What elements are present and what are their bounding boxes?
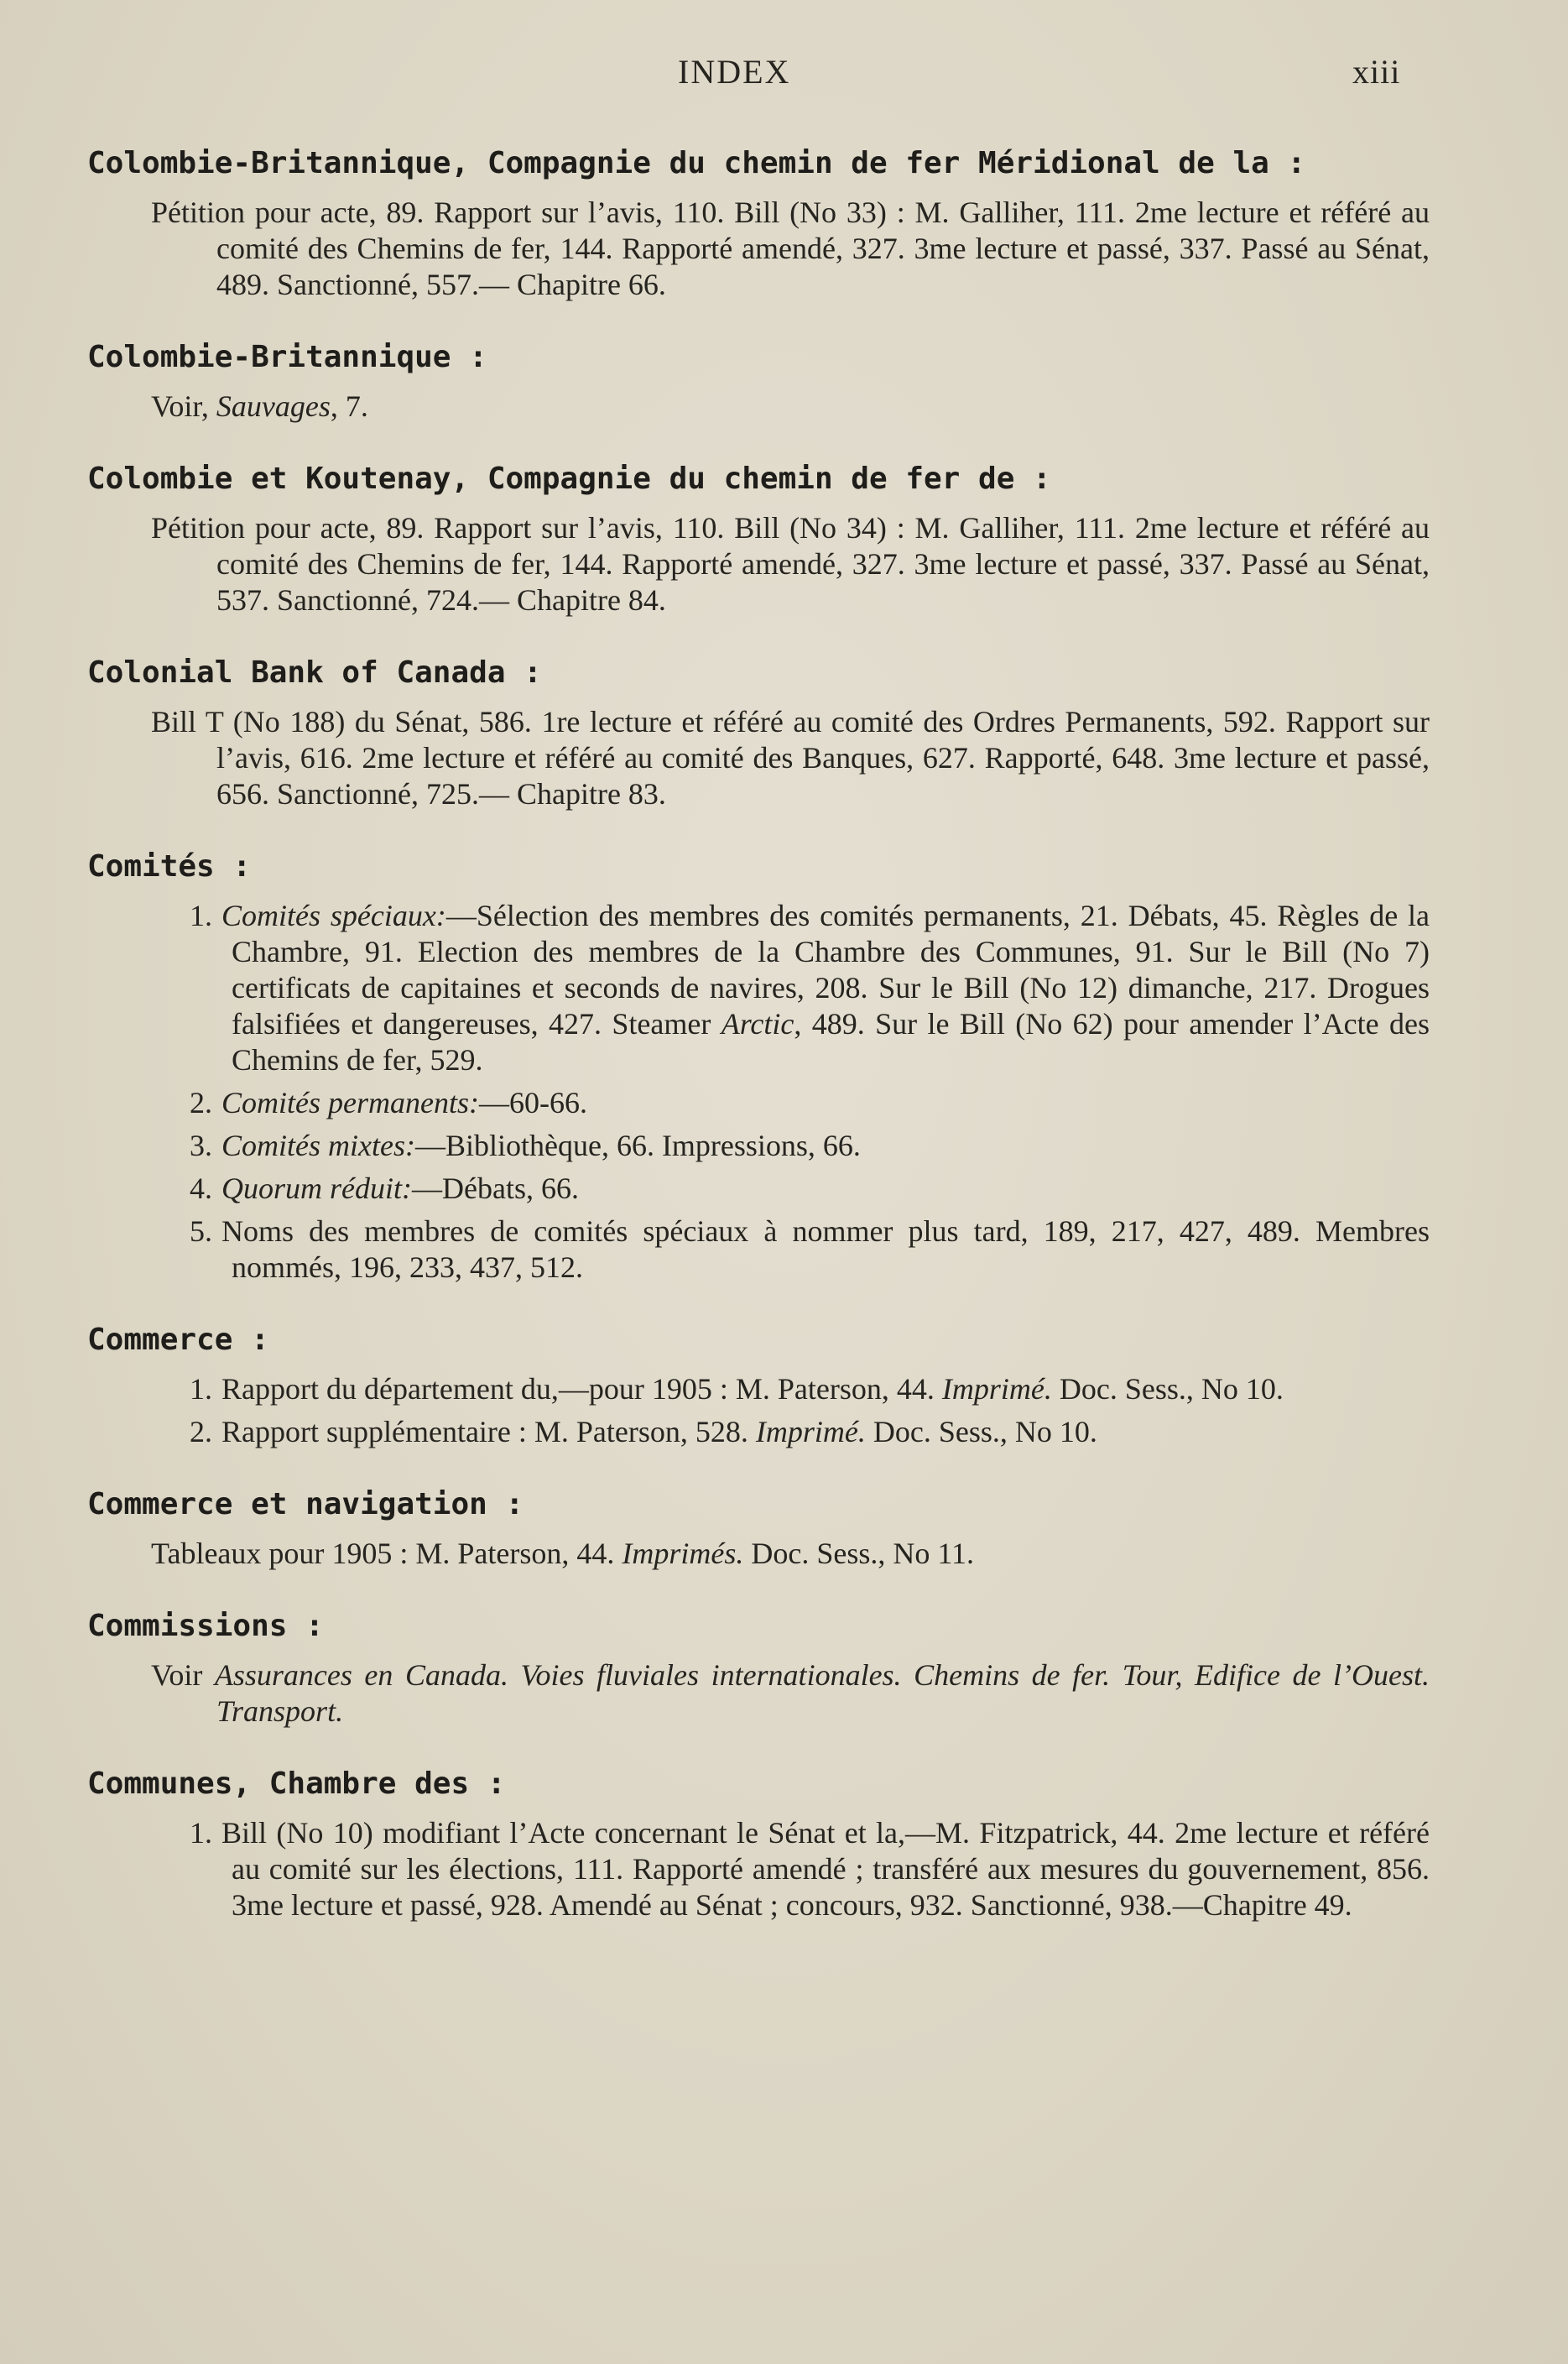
index-entry: [87, 460, 1430, 618]
entry-text-italic: Sauvages: [216, 389, 331, 423]
entry-text-part: Doc. Sess., No 11.: [743, 1537, 975, 1570]
entry-text-part: Voir,: [151, 389, 216, 423]
entry-text: Pétition pour acte, 89. Rapport sur l’avis, 110. Bill (No 33) : M. Galliher, 111. 2me lecture et référé au comité des Chemins de fer, 144. Rapporté amendé, 327. 3me lecture et passé, 337. Passé au Sénat, 489. Sanctionné, 557.— Chapitre 66.: [151, 196, 1430, 301]
entry-heading: Commissions :: [87, 1609, 324, 1643]
item-italic: Comités permanents:: [221, 1086, 479, 1119]
item-number: 1.: [190, 899, 212, 932]
entry-text: [87, 1657, 1430, 1730]
entry-heading: Commerce :: [87, 1323, 269, 1357]
entry-heading: Commerce et navigation :: [87, 1487, 524, 1521]
item-number: 2.: [190, 1086, 212, 1119]
entry-text: [87, 1536, 1430, 1572]
item-italic: Comités mixtes:: [221, 1129, 415, 1162]
entry-item: [87, 1213, 1430, 1286]
entry-text: Pétition pour acte, 89. Rapport sur l’avis, 110. Bill (No 34) : M. Galliher, 111. 2me lecture et référé au comité des Chemins de fer, 144. Rapporté amendé, 327. 3me lecture et passé, 337. Passé au Sénat, 537. Sanctionné, 724.— Chapitre 84.: [151, 511, 1430, 617]
item-text: Doc. Sess., No 10.: [1051, 1372, 1284, 1406]
index-entry: [87, 848, 1430, 1286]
page-header: [0, 52, 1568, 102]
item-italic: Quorum réduit:: [221, 1172, 412, 1205]
entry-heading: Colombie-Britannique :: [87, 340, 487, 374]
item-text: Rapport supplémentaire : M. Paterson, 528.: [221, 1415, 756, 1448]
item-text: —Bibliothèque, 66. Impressions, 66.: [414, 1129, 861, 1162]
entry-text-part: Voir: [151, 1658, 215, 1692]
item-number: 4.: [190, 1172, 212, 1205]
entry-heading: Colonial Bank of Canada :: [87, 655, 542, 690]
entry-item: [87, 1815, 1430, 1923]
entry-item: [87, 1085, 1430, 1121]
item-text: Noms des membres de comités spéciaux à nommer plus tard, 189, 217, 427, 489. Membres nommés, 196, 233, 437, 512.: [221, 1214, 1430, 1284]
item-text: Rapport du département du,—pour 1905 : M. Paterson, 44.: [221, 1372, 942, 1406]
index-entry: [87, 1765, 1430, 1923]
entry-heading: Colombie et Koutenay, Compagnie du chemin de fer de :: [87, 462, 1051, 496]
index-entry: [87, 1321, 1430, 1450]
item-italic: Imprimé.: [941, 1372, 1052, 1406]
item-text: —60-66.: [478, 1086, 587, 1119]
index-entry: [87, 1607, 1430, 1730]
index-entry: [87, 654, 1430, 812]
index-entry: [87, 1485, 1430, 1572]
entry-heading: Comités :: [87, 849, 252, 884]
index-entry: [87, 144, 1430, 303]
item-text: —Sélection des membres des comités permanents, 21. Débats, 45. Règles de la Chambre, 91. Election des membres de la Chambre des Communes, 91. Sur le Bill (No 7) certificats de capitaines et seconds de navires, 208. Sur le Bill (No 12) dimanche, 217. Drogues falsifiées et dangereuses, 427. Steamer: [232, 899, 1430, 1041]
item-text: Bill (No 10) modifiant l’Acte concernant le Sénat et la,—M. Fitzpatrick, 44. 2me lecture et référé au comité sur les élections, 111. Rapporté amendé ; transféré aux mesures du gouvernement, 856. 3me lecture et passé, 928. Amendé au Sénat ; concours, 932. Sanctionné, 938.—Chapitre 49.: [221, 1816, 1430, 1922]
item-number: 2.: [190, 1415, 212, 1448]
item-italic: Comités spéciaux:: [221, 899, 446, 932]
entry-text-italic: Imprimés.: [622, 1537, 744, 1570]
page-title: INDEX: [678, 53, 791, 91]
entry-text-part: Tableaux pour 1905 : M. Paterson, 44.: [151, 1537, 623, 1570]
item-number: 1.: [190, 1372, 212, 1406]
entry-item: [87, 1171, 1430, 1207]
item-number: 3.: [190, 1129, 212, 1162]
item-text: , 489. Sur le Bill (No 62) pour amender l’Acte des Chemins de fer, 529.: [232, 1007, 1430, 1077]
entry-text: [87, 389, 1430, 425]
item-text: —Débats, 66.: [412, 1172, 579, 1205]
entry-text-part: , 7.: [330, 389, 368, 423]
item-number: 1.: [190, 1816, 212, 1850]
entry-item: [87, 1371, 1430, 1407]
item-number: 5.: [190, 1214, 212, 1248]
index-entry: [87, 338, 1430, 425]
page-number: xiii: [1352, 53, 1401, 91]
entry-text: Bill T (No 188) du Sénat, 586. 1re lecture et référé au comité des Ordres Permanents, 592. Rapport sur l’avis, 616. 2me lecture et référé au comité des Banques, 627. Rapporté, 648. 3me lecture et passé, 656. Sanctionné, 725.— Chapitre 83.: [151, 705, 1430, 811]
entry-heading: Communes, Chambre des :: [87, 1766, 506, 1801]
entry-item: [87, 1128, 1430, 1164]
entry-item: [87, 1414, 1430, 1450]
entry-text-italic: Assurances en Canada. Voies fluviales internationales. Chemins de fer. Tour, Edifice de l’Ouest. Transport.: [214, 1658, 1430, 1728]
entry-item: [87, 898, 1430, 1078]
entry-heading: Colombie-Britannique, Compagnie du chemin de fer Méridional de la :: [87, 146, 1306, 180]
index-content: [87, 144, 1430, 1959]
item-italic: Arctic: [721, 1007, 794, 1041]
item-italic: Imprimé.: [755, 1415, 866, 1448]
item-text: Doc. Sess., No 10.: [865, 1415, 1097, 1448]
